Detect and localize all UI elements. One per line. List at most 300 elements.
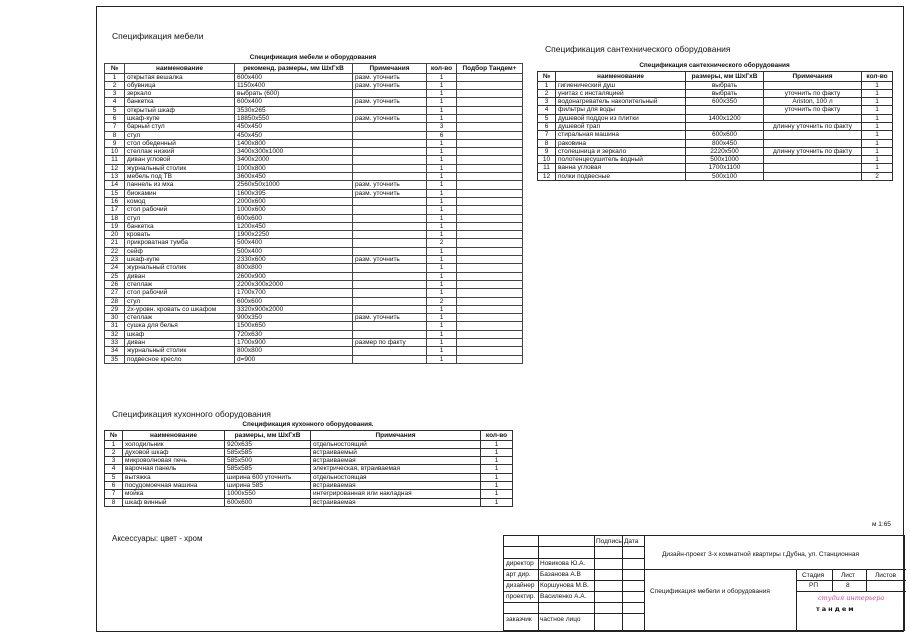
table-cell: 2 bbox=[427, 297, 457, 305]
table-cell: 3530х265 bbox=[235, 106, 353, 114]
table-cell: 20 bbox=[105, 231, 125, 239]
table-cell: 23 bbox=[105, 256, 125, 264]
table-cell bbox=[457, 289, 523, 297]
table-row bbox=[105, 264, 523, 272]
table-cell: холодильник bbox=[123, 440, 225, 448]
table-cell bbox=[764, 164, 862, 172]
table-cell: 1 bbox=[427, 189, 457, 197]
table-cell bbox=[353, 148, 427, 156]
table-cell bbox=[457, 73, 523, 81]
table-cell: банкетка bbox=[125, 222, 235, 230]
table-cell bbox=[457, 139, 523, 147]
table-cell: 600х600 bbox=[225, 498, 311, 506]
plumbing-section-title: Спецификация сантехнического оборудования bbox=[545, 44, 731, 54]
table-cell: 17 bbox=[105, 206, 125, 214]
table-row bbox=[105, 330, 523, 338]
table-cell: 1 bbox=[427, 322, 457, 330]
table-row bbox=[105, 231, 523, 239]
table-cell bbox=[457, 339, 523, 347]
table-cell bbox=[353, 123, 427, 131]
table-cell bbox=[353, 247, 427, 255]
table-row bbox=[105, 289, 523, 297]
table-cell: 6 bbox=[105, 481, 123, 489]
table-cell: 3400х2000 bbox=[235, 156, 353, 164]
table-cell: 4 bbox=[105, 465, 123, 473]
table-cell: 2200х300х2000 bbox=[235, 280, 353, 288]
table-cell: 1 bbox=[427, 148, 457, 156]
table-cell bbox=[457, 305, 523, 313]
table-cell: 6 bbox=[538, 122, 556, 130]
table-cell: 5 bbox=[105, 106, 125, 114]
table-cell bbox=[457, 272, 523, 280]
table-cell: разм. уточнить bbox=[353, 189, 427, 197]
table-cell: 1 bbox=[105, 73, 125, 81]
table-cell: 1 bbox=[427, 231, 457, 239]
role-designer: дизайнер bbox=[506, 582, 535, 589]
table-cell: 2 bbox=[862, 172, 893, 180]
column-header: Примечания bbox=[311, 431, 481, 441]
table-cell: 1 bbox=[427, 164, 457, 172]
table-cell bbox=[457, 297, 523, 305]
table-cell: ширина 585 bbox=[225, 481, 311, 489]
table-cell: 3400х300х1000 bbox=[235, 148, 353, 156]
table-cell: 1 bbox=[862, 139, 893, 147]
table-cell: 1 bbox=[862, 106, 893, 114]
table-row bbox=[105, 347, 523, 355]
table-cell: разм. уточнить bbox=[353, 81, 427, 89]
table-cell: 9 bbox=[538, 147, 556, 155]
table-cell bbox=[353, 239, 427, 247]
table-cell bbox=[457, 264, 523, 272]
table-cell: паннель из мха bbox=[125, 181, 235, 189]
role-engineer: проектир. bbox=[506, 593, 536, 600]
table-cell: 1500х650 bbox=[235, 322, 353, 330]
table-cell bbox=[457, 114, 523, 122]
name-designer: Коршунова М.В. bbox=[540, 582, 589, 589]
table-cell: 1 bbox=[427, 280, 457, 288]
table-cell: стеллаж bbox=[125, 314, 235, 322]
table-cell: 1 bbox=[427, 73, 457, 81]
table-cell: длинну уточнить по факту bbox=[764, 122, 862, 130]
table-cell: 585х500 bbox=[225, 457, 311, 465]
table-cell: разм. уточнить bbox=[353, 73, 427, 81]
table-cell: уточнить по факту bbox=[764, 89, 862, 97]
table-cell: биокамин bbox=[125, 189, 235, 197]
table-cell bbox=[353, 305, 427, 313]
table-cell: 2330х600 bbox=[235, 256, 353, 264]
table-cell: 7 bbox=[538, 131, 556, 139]
table-cell: 5 bbox=[105, 473, 123, 481]
table-cell bbox=[353, 131, 427, 139]
table-cell: шкаф-купе bbox=[125, 256, 235, 264]
role-client: заказчик bbox=[506, 616, 532, 623]
table-cell: обувница bbox=[125, 81, 235, 89]
brand-tagline: студия интерьера bbox=[818, 594, 885, 602]
table-row bbox=[105, 131, 523, 139]
column-header: размеры, мм ШхГхВ bbox=[225, 431, 311, 441]
table-cell: стол рабочий bbox=[125, 289, 235, 297]
table-cell bbox=[353, 222, 427, 230]
table-cell: 1 bbox=[862, 89, 893, 97]
stage-value: РП bbox=[809, 582, 819, 589]
table-cell: 1900х2250 bbox=[235, 231, 353, 239]
table-cell: d=900 bbox=[235, 355, 353, 363]
table-cell: 2 bbox=[538, 89, 556, 97]
table-cell bbox=[353, 322, 427, 330]
table-cell: 500х400 bbox=[235, 247, 353, 255]
table-row bbox=[105, 457, 513, 465]
table-cell: 33 bbox=[105, 339, 125, 347]
table-cell bbox=[457, 256, 523, 264]
table-cell: электрическая, втраиваемая bbox=[311, 465, 481, 473]
project-title: Дизайн-проект 3-х комнатной квартиры г.Дубна, ул. Станционная bbox=[662, 551, 859, 558]
table-row bbox=[105, 440, 513, 448]
table-cell: 2600х900 bbox=[235, 272, 353, 280]
table-cell: 9 bbox=[105, 139, 125, 147]
table-cell: разм. уточнить bbox=[353, 256, 427, 264]
furniture-section-title: Спецификация мебели bbox=[112, 31, 204, 41]
table-row bbox=[538, 131, 893, 139]
table-row bbox=[105, 81, 523, 89]
table-cell bbox=[353, 231, 427, 239]
sheet-title: Спецификация мебели и оборудования bbox=[650, 588, 770, 595]
table-cell bbox=[457, 173, 523, 181]
table-cell: 1 bbox=[862, 98, 893, 106]
table-cell: 7 bbox=[105, 490, 123, 498]
table-cell: 920х635 bbox=[225, 440, 311, 448]
table-cell bbox=[457, 81, 523, 89]
table-cell: 1 bbox=[481, 473, 513, 481]
table-row bbox=[105, 339, 523, 347]
kitchen-section-title: Спецификация кухонного оборудования bbox=[112, 409, 271, 419]
furniture-table bbox=[104, 63, 523, 364]
table-cell: 1 bbox=[427, 206, 457, 214]
table-cell: мебель под ТВ bbox=[125, 173, 235, 181]
table-cell: 1 bbox=[862, 164, 893, 172]
table-cell: выбрать bbox=[686, 81, 764, 89]
table-cell: 600х400 bbox=[235, 73, 353, 81]
table-cell: встраиваемый bbox=[311, 448, 481, 456]
table-cell: 1 bbox=[481, 448, 513, 456]
table-cell bbox=[353, 272, 427, 280]
table-cell: интегрированная или накладная bbox=[311, 490, 481, 498]
table-row bbox=[105, 73, 523, 81]
table-cell: микроволновая печь bbox=[123, 457, 225, 465]
table-cell: 4 bbox=[538, 106, 556, 114]
table-cell: 1 bbox=[427, 314, 457, 322]
table-row bbox=[538, 172, 893, 180]
column-header: Примечания bbox=[353, 64, 427, 74]
table-cell: 720х630 bbox=[235, 330, 353, 338]
table-row bbox=[538, 122, 893, 130]
table-cell: 600х600 bbox=[235, 297, 353, 305]
table-cell: 1 bbox=[427, 272, 457, 280]
table-cell bbox=[353, 347, 427, 355]
table-cell: 1 bbox=[427, 181, 457, 189]
table-cell: 1 bbox=[481, 490, 513, 498]
table-cell: ванна угловая bbox=[556, 164, 686, 172]
table-row bbox=[105, 256, 523, 264]
table-cell bbox=[457, 239, 523, 247]
table-cell bbox=[686, 106, 764, 114]
table-cell: 1 bbox=[427, 355, 457, 363]
table-cell bbox=[457, 222, 523, 230]
table-cell: полки подвесные bbox=[556, 172, 686, 180]
kitchen-table bbox=[104, 430, 513, 507]
table-cell: 1150х400 bbox=[235, 81, 353, 89]
table-cell: духовой шкаф bbox=[123, 448, 225, 456]
title-block bbox=[503, 535, 905, 631]
table-cell: 5 bbox=[538, 114, 556, 122]
table-cell bbox=[353, 330, 427, 338]
table-cell: 800х800 bbox=[235, 347, 353, 355]
table-cell bbox=[457, 330, 523, 338]
table-cell: 1 bbox=[427, 98, 457, 106]
table-cell: уточнить по факту bbox=[764, 106, 862, 114]
table-cell: 1 bbox=[427, 214, 457, 222]
table-cell: стеллаж bbox=[125, 280, 235, 288]
table-row bbox=[538, 164, 893, 172]
table-cell: стеллаж низкий bbox=[125, 148, 235, 156]
table-cell bbox=[353, 106, 427, 114]
table-cell bbox=[353, 355, 427, 363]
table-cell: 22 bbox=[105, 247, 125, 255]
column-header: № bbox=[538, 72, 556, 82]
table-cell: 1 bbox=[481, 465, 513, 473]
table-cell: 1000х550 bbox=[225, 490, 311, 498]
table-row bbox=[105, 305, 523, 313]
table-cell bbox=[457, 90, 523, 98]
table-cell: посудомоечная машина bbox=[123, 481, 225, 489]
table-cell: 1 bbox=[427, 247, 457, 255]
table-cell: встраиваемая bbox=[311, 498, 481, 506]
table-cell: 3 bbox=[105, 457, 123, 465]
table-row bbox=[105, 98, 523, 106]
table-cell: 30 bbox=[105, 314, 125, 322]
table-cell: 2560х50х1000 bbox=[235, 181, 353, 189]
date-label: Дата bbox=[624, 538, 639, 545]
table-cell: сушка для белья bbox=[125, 322, 235, 330]
table-row bbox=[105, 465, 513, 473]
table-row bbox=[105, 473, 513, 481]
table-cell: диван угловой bbox=[125, 156, 235, 164]
table-cell: 1 bbox=[481, 440, 513, 448]
table-cell: 1 bbox=[481, 481, 513, 489]
table-cell: 1 bbox=[427, 305, 457, 313]
table-cell bbox=[764, 172, 862, 180]
table-cell: стул bbox=[125, 297, 235, 305]
table-cell: ширина 600 уточнить bbox=[225, 473, 311, 481]
table-cell: 18 bbox=[105, 214, 125, 222]
table-cell: 18850х550 bbox=[235, 114, 353, 122]
table-cell bbox=[457, 189, 523, 197]
table-cell: 1 bbox=[862, 156, 893, 164]
table-cell: 29 bbox=[105, 305, 125, 313]
table-cell bbox=[457, 247, 523, 255]
table-cell: 1 bbox=[862, 122, 893, 130]
column-header: Примечания bbox=[764, 72, 862, 82]
table-cell: диван bbox=[125, 339, 235, 347]
table-cell: 1 bbox=[427, 222, 457, 230]
table-cell: выбрать (600) bbox=[235, 90, 353, 98]
table-row bbox=[538, 114, 893, 122]
table-row bbox=[105, 322, 523, 330]
name-engineer: Василенко А.А. bbox=[540, 593, 587, 600]
table-cell: комод bbox=[125, 197, 235, 205]
table-cell: полотенцесушитель водный bbox=[556, 156, 686, 164]
table-row bbox=[105, 173, 523, 181]
table-cell bbox=[457, 214, 523, 222]
table-cell: 1 bbox=[427, 106, 457, 114]
table-cell: душевой трап bbox=[556, 122, 686, 130]
table-cell: подвесное кресло bbox=[125, 355, 235, 363]
table-cell: открытая вешалка bbox=[125, 73, 235, 81]
table-cell: разм. уточнить bbox=[353, 181, 427, 189]
table-cell: 800х800 bbox=[235, 264, 353, 272]
table-row bbox=[105, 106, 523, 114]
table-cell: 1 bbox=[427, 289, 457, 297]
table-cell: 1 bbox=[427, 173, 457, 181]
table-row bbox=[538, 106, 893, 114]
column-header: наименование bbox=[556, 72, 686, 82]
table-cell: 2 bbox=[427, 239, 457, 247]
table-cell: 450х450 bbox=[235, 123, 353, 131]
table-cell: 6 bbox=[105, 114, 125, 122]
table-cell: 1 bbox=[427, 156, 457, 164]
sign-label: Подпись bbox=[596, 538, 622, 545]
furniture-table-caption: Спецификация мебели и оборудования bbox=[249, 54, 377, 61]
table-cell: шкаф винный bbox=[123, 498, 225, 506]
table-cell: 10 bbox=[538, 156, 556, 164]
table-cell: 800х450 bbox=[686, 139, 764, 147]
table-row bbox=[105, 214, 523, 222]
role-art-director: арт дир. bbox=[506, 571, 531, 578]
table-cell: стиральная машина bbox=[556, 131, 686, 139]
table-cell: журнальный столик bbox=[125, 164, 235, 172]
table-cell: 24 bbox=[105, 264, 125, 272]
table-cell: 3 bbox=[427, 123, 457, 131]
table-row bbox=[105, 448, 513, 456]
table-row bbox=[105, 239, 523, 247]
table-cell: 2х-уровн. кровать со шкафом bbox=[125, 305, 235, 313]
table-cell: 3320х900х2000 bbox=[235, 305, 353, 313]
table-cell: встраиваемая bbox=[311, 457, 481, 465]
table-cell bbox=[764, 131, 862, 139]
table-cell bbox=[457, 181, 523, 189]
table-row bbox=[105, 314, 523, 322]
table-cell: 900х350 bbox=[235, 314, 353, 322]
table-cell: 31 bbox=[105, 322, 125, 330]
table-cell: фильтры для воды bbox=[556, 106, 686, 114]
table-cell: 2000х600 bbox=[235, 197, 353, 205]
table-cell: стул bbox=[125, 131, 235, 139]
name-art-director: Базанова А.В bbox=[540, 571, 581, 578]
table-cell: 1000х600 bbox=[235, 206, 353, 214]
table-cell: 1 bbox=[427, 114, 457, 122]
table-cell: гигиенический душ bbox=[556, 81, 686, 89]
table-cell: 500х100 bbox=[686, 172, 764, 180]
table-cell bbox=[457, 98, 523, 106]
table-cell bbox=[457, 156, 523, 164]
table-cell bbox=[353, 164, 427, 172]
table-row bbox=[105, 206, 523, 214]
table-cell bbox=[457, 164, 523, 172]
table-cell: 1 bbox=[427, 256, 457, 264]
table-row bbox=[105, 498, 513, 506]
table-cell bbox=[353, 289, 427, 297]
table-cell bbox=[686, 122, 764, 130]
table-cell bbox=[457, 123, 523, 131]
table-cell: 1700х900 bbox=[235, 339, 353, 347]
table-cell bbox=[457, 131, 523, 139]
table-cell: столешница и зеркало bbox=[556, 147, 686, 155]
table-cell: банкетка bbox=[125, 98, 235, 106]
column-header: рекоменд. размеры, мм ШхГхВ bbox=[235, 64, 353, 74]
table-row bbox=[105, 481, 513, 489]
table-cell: 2220х500 bbox=[686, 147, 764, 155]
table-cell: разм. уточнить bbox=[353, 114, 427, 122]
table-cell: 8 bbox=[105, 131, 125, 139]
table-cell: 1 bbox=[427, 264, 457, 272]
table-cell bbox=[764, 81, 862, 89]
table-cell: 1600х395 bbox=[235, 189, 353, 197]
column-header: кол-во bbox=[862, 72, 893, 82]
table-cell: 11 bbox=[538, 164, 556, 172]
column-header: наименование bbox=[123, 431, 225, 441]
table-cell bbox=[353, 197, 427, 205]
table-cell: встраиваемая bbox=[311, 481, 481, 489]
table-cell: 4 bbox=[105, 98, 125, 106]
table-cell: 2 bbox=[105, 448, 123, 456]
table-row bbox=[105, 139, 523, 147]
stage-label: Стадия bbox=[802, 572, 825, 579]
table-cell: 21 bbox=[105, 239, 125, 247]
table-cell: 27 bbox=[105, 289, 125, 297]
table-row bbox=[538, 98, 893, 106]
table-cell bbox=[457, 148, 523, 156]
table-cell bbox=[764, 114, 862, 122]
table-cell: 11 bbox=[105, 156, 125, 164]
table-cell: 1 bbox=[862, 81, 893, 89]
table-cell bbox=[457, 206, 523, 214]
table-row bbox=[105, 90, 523, 98]
brand-logo: тандем bbox=[816, 605, 856, 613]
table-cell: раковина bbox=[556, 139, 686, 147]
table-cell: журнальный столик bbox=[125, 264, 235, 272]
table-row bbox=[105, 297, 523, 305]
table-cell: 10 bbox=[105, 148, 125, 156]
column-header: наименование bbox=[125, 64, 235, 74]
table-row bbox=[538, 139, 893, 147]
table-cell: 1 bbox=[427, 347, 457, 355]
table-cell: разм. уточнить bbox=[353, 98, 427, 106]
table-cell: выбрать bbox=[686, 89, 764, 97]
table-cell: отдельностоящий bbox=[311, 440, 481, 448]
table-cell: 14 bbox=[105, 181, 125, 189]
table-cell: Ariston, 100 л bbox=[764, 98, 862, 106]
table-cell: 600х350 bbox=[686, 98, 764, 106]
table-cell: 12 bbox=[105, 164, 125, 172]
table-cell bbox=[353, 264, 427, 272]
table-cell bbox=[764, 139, 862, 147]
table-cell bbox=[353, 280, 427, 288]
table-cell: отдельностоящая bbox=[311, 473, 481, 481]
table-cell: 1 bbox=[481, 457, 513, 465]
table-cell: 3 bbox=[105, 90, 125, 98]
table-cell: разм. уточнить bbox=[353, 314, 427, 322]
column-header: кол-во bbox=[481, 431, 513, 441]
table-cell: 600х400 bbox=[235, 98, 353, 106]
